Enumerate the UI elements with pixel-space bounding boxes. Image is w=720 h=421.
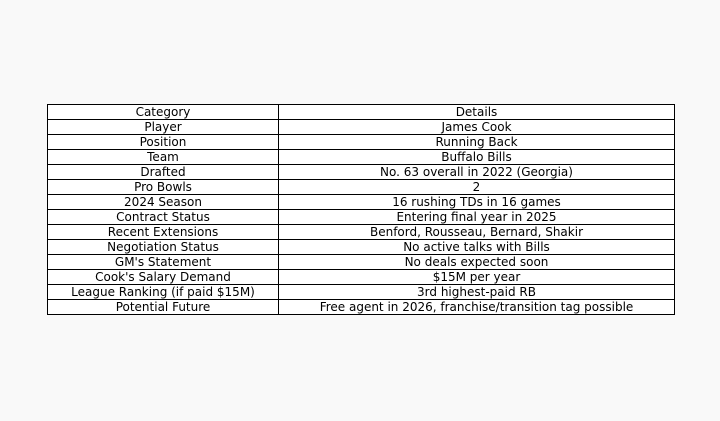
table-row	[48, 270, 675, 285]
table-row	[48, 150, 675, 165]
category-cell: Recent Extensions	[48, 225, 279, 240]
category-cell: Position	[48, 135, 279, 150]
column-header-category: Category	[48, 105, 279, 120]
details-cell: Benford, Rousseau, Bernard, Shakir	[279, 225, 675, 240]
category-cell: Cook's Salary Demand	[48, 270, 279, 285]
table-row	[48, 165, 675, 180]
category-cell: Negotiation Status	[48, 240, 279, 255]
details-cell: Buffalo Bills	[279, 150, 675, 165]
details-cell: 16 rushing TDs in 16 games	[279, 195, 675, 210]
table-header-row	[48, 105, 675, 120]
table-row	[48, 135, 675, 150]
table-row	[48, 300, 675, 315]
table-row	[48, 210, 675, 225]
details-cell: Running Back	[279, 135, 675, 150]
category-cell: 2024 Season	[48, 195, 279, 210]
table-row	[48, 195, 675, 210]
table-row	[48, 255, 675, 270]
table-body	[48, 120, 675, 315]
column-header-details: Details	[279, 105, 675, 120]
details-cell: Free agent in 2026, franchise/transition tag possible	[279, 300, 675, 315]
category-cell: Team	[48, 150, 279, 165]
details-cell: $15M per year	[279, 270, 675, 285]
details-cell: Entering final year in 2025	[279, 210, 675, 225]
details-cell: No active talks with Bills	[279, 240, 675, 255]
category-cell: Player	[48, 120, 279, 135]
category-cell: GM's Statement	[48, 255, 279, 270]
category-cell: Drafted	[48, 165, 279, 180]
details-cell: 2	[279, 180, 675, 195]
table-row	[48, 120, 675, 135]
details-cell: No. 63 overall in 2022 (Georgia)	[279, 165, 675, 180]
details-cell: 3rd highest-paid RB	[279, 285, 675, 300]
details-cell: No deals expected soon	[279, 255, 675, 270]
category-cell: League Ranking (if paid $15M)	[48, 285, 279, 300]
category-cell: Potential Future	[48, 300, 279, 315]
table-row	[48, 180, 675, 195]
category-cell: Contract Status	[48, 210, 279, 225]
table-row	[48, 285, 675, 300]
table-row	[48, 240, 675, 255]
details-cell: James Cook	[279, 120, 675, 135]
table-row	[48, 225, 675, 240]
data-table	[47, 104, 675, 315]
category-cell: Pro Bowls	[48, 180, 279, 195]
